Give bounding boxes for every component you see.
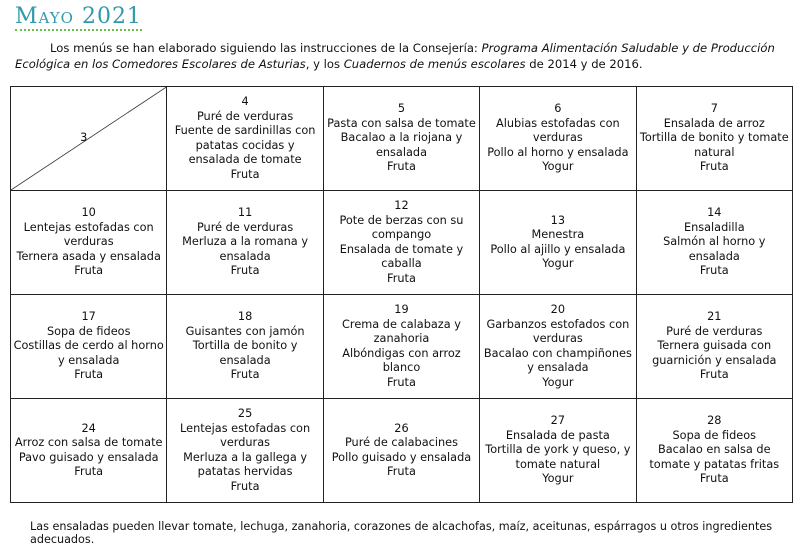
menu-calendar-table xyxy=(10,86,793,503)
day-number: 12 xyxy=(394,199,409,212)
day-cell xyxy=(167,399,323,503)
menu-item: Fruta xyxy=(387,271,416,285)
day-cell xyxy=(11,295,167,399)
day-cell xyxy=(480,191,636,295)
day-number: 5 xyxy=(397,102,406,116)
day-number: 14 xyxy=(707,206,722,220)
menu-item: Lentejas estofadas con verduras xyxy=(180,421,311,449)
menu-item: Arroz con salsa de tomate xyxy=(14,436,163,449)
menu-item: Lentejas estofadas con verduras xyxy=(23,220,154,249)
menu-item: Fuente de sardinillas con patatas cocidas y ensalada de tomate xyxy=(174,124,316,166)
day-cell xyxy=(636,295,792,399)
menu-item: Yogur xyxy=(542,257,574,270)
day-number: 10 xyxy=(81,206,96,220)
day-number: 11 xyxy=(237,206,253,220)
day-cell xyxy=(11,191,167,295)
menu-item: Tortilla de bonito y tomate natural xyxy=(639,131,789,159)
week-row xyxy=(11,399,793,503)
intro-paragraph xyxy=(15,40,795,72)
menu-item: Puré de verduras xyxy=(196,109,294,123)
intro-text-1: Los menús se han elaborado siguiendo las instrucciones de la Consejería: xyxy=(50,41,482,55)
intro-text-2: , y los xyxy=(305,57,344,71)
menu-item: Ensalada de arroz xyxy=(663,116,765,130)
menu-item: Ternera asada y ensalada xyxy=(16,249,161,263)
day-cell xyxy=(636,87,792,191)
menu-item: Fruta xyxy=(74,264,104,278)
day-number: 4 xyxy=(241,95,249,108)
day-number: 7 xyxy=(710,102,718,116)
title-text: Mayo 2021 xyxy=(15,4,142,29)
menu-item: Puré de verduras xyxy=(196,220,294,234)
day-number: 25 xyxy=(237,407,253,420)
day-number: 18 xyxy=(237,310,253,324)
menu-item: Pollo guisado y ensalada xyxy=(331,450,472,464)
menu-item: Bacalao en salsa de tomate y patatas fritas xyxy=(649,443,780,471)
day-cell xyxy=(480,399,636,503)
menu-item: Pollo al horno y ensalada xyxy=(487,145,629,159)
day-number: 24 xyxy=(81,421,96,435)
menu-item: Fruta xyxy=(230,167,260,181)
day-number: 17 xyxy=(81,310,96,324)
menu-item: Alubias estofadas con verduras xyxy=(496,116,620,145)
menu-item: Puré de calabacines xyxy=(344,436,458,449)
day-number: 19 xyxy=(394,303,409,316)
day-number: 28 xyxy=(707,414,722,428)
menu-item: Fruta xyxy=(699,472,729,486)
menu-item: Fruta xyxy=(699,264,729,278)
day-number: 20 xyxy=(550,303,566,316)
menu-item: Pote de berzas con su compango xyxy=(339,213,464,241)
menu-item: Yogur xyxy=(542,160,574,174)
day-number: 6 xyxy=(554,102,562,116)
menu-item: Bacalao a la riojana y ensalada xyxy=(340,131,463,159)
intro-notebooks-name: Cuadernos de menús escolares xyxy=(343,57,526,71)
menu-item: Guisantes con jamón xyxy=(185,324,305,338)
menu-item: Salmón al horno y ensalada xyxy=(663,235,766,263)
menu-item: Pavo guisado y ensalada xyxy=(18,450,159,464)
menu-item: Puré de verduras xyxy=(666,324,763,338)
day-cell xyxy=(480,87,636,191)
day-cell xyxy=(167,295,323,399)
day-number: 26 xyxy=(394,421,409,435)
menu-item: Pollo al ajillo y ensalada xyxy=(490,242,626,256)
footer-note: Las ensaladas pueden llevar tomate, lechuga, zanahoria, corazones de alcachofas, maíz, aceitunas, espárragos u otros ingredientes adecuados. xyxy=(30,520,773,546)
week-row xyxy=(11,191,793,295)
day-number: 21 xyxy=(707,310,722,324)
day-number: 27 xyxy=(550,414,566,428)
diagonal-strike xyxy=(11,87,166,190)
menu-item: Sopa de fideos xyxy=(672,428,757,442)
menu-item: Ensalada de tomate y caballa xyxy=(339,242,464,270)
menu-item: Albóndigas con arroz blanco xyxy=(342,346,461,374)
day-cell xyxy=(167,87,323,191)
week-row xyxy=(11,295,793,399)
menu-item: Crema de calabaza y zanahoria xyxy=(342,317,461,345)
day-cell xyxy=(11,399,167,503)
menu-item: Merluza a la gallega y patatas hervidas xyxy=(183,450,308,478)
menu-item: Fruta xyxy=(230,479,260,493)
day-cell xyxy=(636,399,792,503)
day-cell xyxy=(480,295,636,399)
menu-item: Pasta con salsa de tomate xyxy=(327,116,476,130)
menu-item: Ternera guisada con guarnición y ensalada xyxy=(652,339,777,367)
menu-item: Costillas de cerdo al horno y ensalada xyxy=(13,339,164,367)
day-cell xyxy=(323,191,479,295)
intro-text-3: de 2014 y de 2016. xyxy=(525,57,643,71)
week-row xyxy=(11,87,793,191)
menu-item: Fruta xyxy=(74,368,104,382)
menu-item: Fruta xyxy=(699,368,729,382)
menu-item: Fruta xyxy=(699,160,729,174)
day-cell xyxy=(167,191,323,295)
menu-item: Fruta xyxy=(230,264,260,278)
menu-item: Fruta xyxy=(387,375,416,389)
menu-item: Fruta xyxy=(74,465,104,478)
intro-program-name: Programa Alimentación Saludable y de Producción Ecológica en los Comedores Escolares de Asturias xyxy=(15,41,775,71)
day-cell xyxy=(323,87,479,191)
menu-item: Bacalao con champiñones y ensalada xyxy=(483,346,632,374)
menu-item: Menestra xyxy=(531,228,585,241)
menu-item: Yogur xyxy=(542,375,574,389)
page-title xyxy=(15,4,142,29)
day-cell xyxy=(11,87,167,191)
menu-item: Merluza a la romana y ensalada xyxy=(182,235,308,263)
day-number: 3 xyxy=(80,131,88,145)
menu-item: Fruta xyxy=(387,465,416,478)
menu-item: Tortilla de york y queso, y tomate natural xyxy=(485,443,631,471)
menu-item: Sopa de fideos xyxy=(46,324,131,338)
day-cell xyxy=(636,191,792,295)
day-cell xyxy=(323,399,479,503)
menu-item: Ensalada de pasta xyxy=(505,428,610,442)
menu-item: Fruta xyxy=(230,368,260,382)
menu-item: Tortilla de bonito y ensalada xyxy=(192,339,298,367)
day-number: 13 xyxy=(550,213,566,227)
menu-item: Ensaladilla xyxy=(683,220,745,234)
menu-item: Fruta xyxy=(387,160,416,174)
menu-item: Garbanzos estofados con verduras xyxy=(486,317,630,345)
day-cell xyxy=(323,295,479,399)
menu-item: Yogur xyxy=(542,472,574,486)
